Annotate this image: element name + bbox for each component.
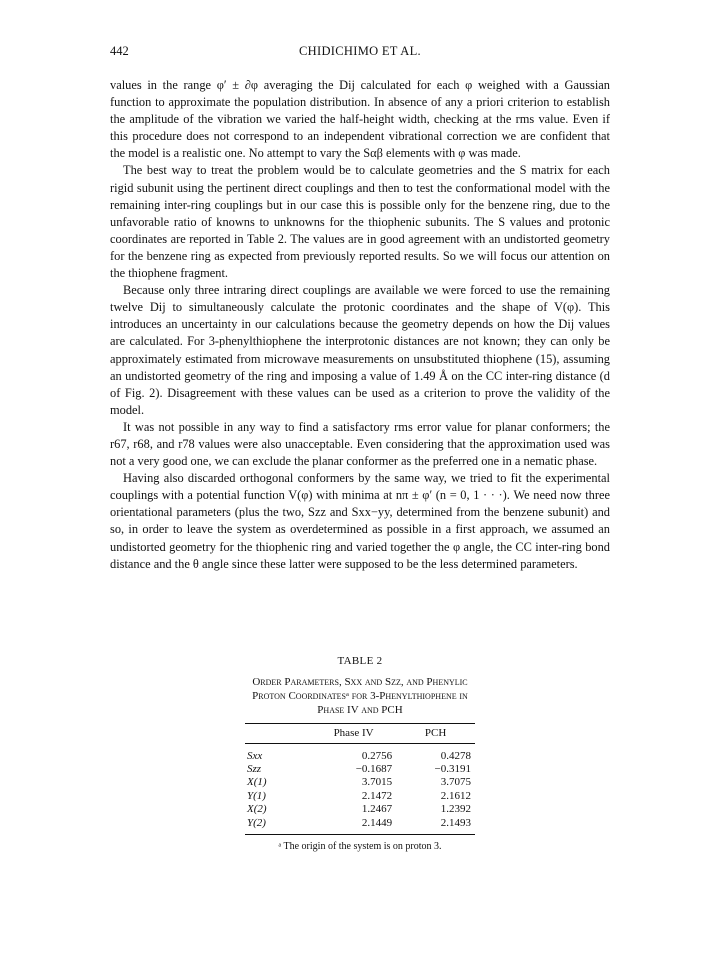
phase-iv-value: 0.2756 <box>361 749 393 762</box>
table-row <box>245 776 475 789</box>
pch-value: −0.3191 <box>434 763 471 776</box>
running-head: CHIDICHIMO ET AL. <box>299 44 421 58</box>
data-table <box>245 723 475 835</box>
paragraph: Because only three intraring direct couplings are available we were forced to use the remaining twelve Dij to simultaneously calculate the protonic coordinates and the shape of V(φ). This introduces an uncertainty in our calculations because the geometry depends on how the Dij values are calculated. For 3-phenylthiophene the interprotonic distances are not known; they can only be approximately estimated from microwave measurements on unsubstituted thiophene (15), assuming an undistorted geometry of the ring and imposing a value of 1.49 Å on the CC inter-ring distance (d of Fig. 2). Disagreement with these values can be used as a criterion to prove the validity of the model. <box>110 283 610 417</box>
phase-iv-value: −0.1687 <box>355 763 393 776</box>
paragraph: It was not possible in any way to find a satisfactory rms error value for planar conformers; the r67, r68, and r78 values were also unacceptable. Even considering that the approximation used was not a very good one, we can exclude the planar conformer as the preferred one in a nematic phase. <box>110 419 610 469</box>
page-number: 442 <box>110 44 129 58</box>
row-param: Y(2) <box>245 817 311 835</box>
table-row <box>245 763 475 776</box>
pch-value: 3.7075 <box>440 776 471 789</box>
row-param: X(2) <box>247 803 267 816</box>
row-param: Sxx <box>247 749 263 762</box>
table-row <box>245 743 475 763</box>
pch-value: 0.4278 <box>440 749 471 762</box>
phase-iv-value: 2.1449 <box>311 817 396 835</box>
table-row <box>245 817 475 835</box>
table-2 <box>245 655 475 852</box>
paragraph: values in the range φ′ ± ∂φ averaging the Dij calculated for each φ weighed with a Gaussian function to approximate the population distribution. In absence of any a priori criterion to establish the amplitude of the vibration we varied the half-height width, checking at the rms value. Even if this procedure does not correspond to an independent vibrational correction we are confident that the model is a realistic one. No attempt to vary the Sαβ elements with φ was made. <box>110 78 610 161</box>
column-header: PCH <box>396 723 475 743</box>
phase-iv-value: 3.7015 <box>361 776 393 789</box>
table-header-row <box>245 723 475 743</box>
column-header <box>245 723 311 743</box>
table-footnote: ᵃ The origin of the system is on proton 3. <box>278 841 442 853</box>
paragraph: The best way to treat the problem would be to calculate geometries and the S matrix for each rigid subunit using the pertinent direct couplings and then to test the conformational model with the remaining inter-ring couplings but in our case this is possible only for the benzene ring, due to the unfavorable ratio of knowns to unknowns for the thiophenic subunits. The S values and protonic coordinates are reported in Table 2. The values are in good agreement with an undistorted geometry for the benzene ring as expected from previously reported results. So we will focus our attention on the thiophene fragment. <box>110 163 610 281</box>
page-header <box>110 44 610 62</box>
row-param: Szz <box>247 763 262 776</box>
table-row <box>245 790 475 803</box>
phase-iv-value: 1.2467 <box>361 803 393 816</box>
pch-value: 1.2392 <box>440 803 471 816</box>
row-param: Y(1) <box>247 789 266 802</box>
table-label: TABLE 2 <box>337 655 383 667</box>
paragraph: Having also discarded orthogonal conformers by the same way, we tried to fit the experimental couplings with a potential function V(φ) with minima at nπ ± φ′ (n = 0, 1 · · ·). We need now three orientational parameters (plus the two, Szz and Sxx−yy, determined from the benzene subunit) and so, in order to leave the system as overdetermined as possible in a first approach, we assumed an undistorted geometry for the thiophenic ring and varied together the φ angle, the CC inter-ring bond distance and the θ angle since these latter were supposed to be the less determined parameters. <box>110 471 610 571</box>
column-header: Phase IV <box>311 723 396 743</box>
table-row <box>245 803 475 816</box>
row-param: X(1) <box>247 776 267 789</box>
table-caption: Order Parameters, Sxx and Szz, and Phenylic Proton Coordinatesᵃ for 3-Phenylthiophene in Phase IV and PCH <box>252 676 468 717</box>
pch-value: 2.1612 <box>440 789 471 802</box>
phase-iv-value: 2.1472 <box>361 789 393 802</box>
body-text <box>110 77 610 573</box>
pch-value: 2.1493 <box>396 817 475 835</box>
